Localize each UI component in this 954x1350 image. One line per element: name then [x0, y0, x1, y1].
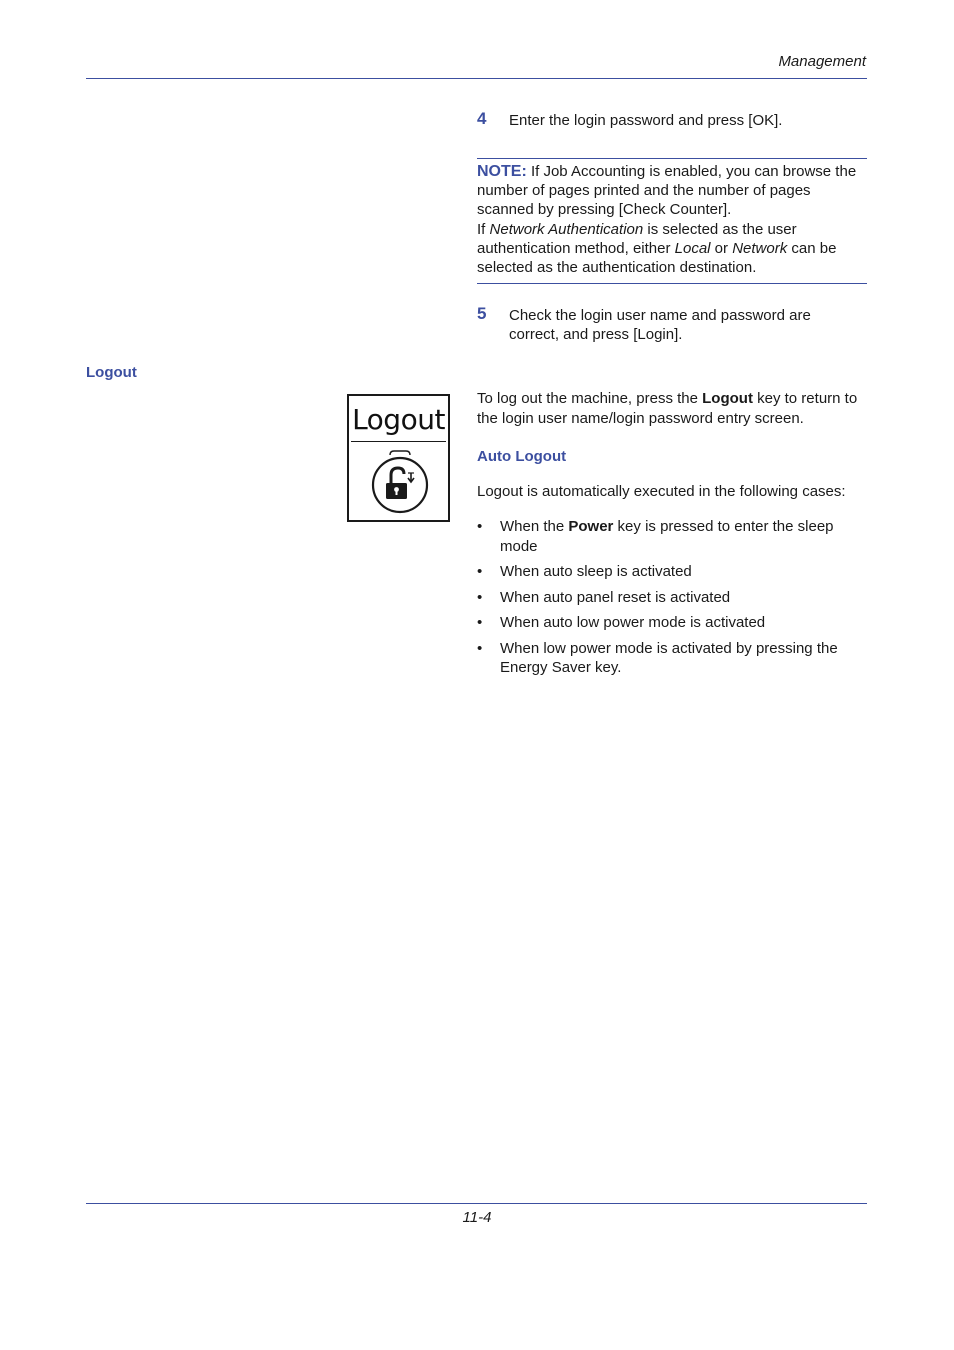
step-text: Check the login user name and password are correct, and press [Login]. [509, 307, 811, 343]
list-item-text: When the [500, 518, 569, 535]
bullet-marker: • [477, 588, 483, 606]
logout-key-name: Logout [702, 390, 753, 407]
list-item-text: When auto low power mode is activated [500, 614, 766, 631]
bullet-marker: • [477, 614, 483, 631]
bullet-marker: • [477, 518, 483, 535]
logout-heading: Logout [86, 364, 137, 381]
note-label: NOTE: [477, 163, 527, 180]
list-item [477, 517, 869, 556]
logout-intro-prefix: To log out the machine, press the [477, 390, 703, 407]
list-item-text: key is pressed to enter the sleep mode [500, 518, 834, 555]
list-item-text: When auto panel reset is activated [500, 588, 731, 606]
list-item [477, 639, 869, 678]
key-label-area [351, 399, 446, 442]
logout-intro-suffix: key to return to the login user name/login password entry screen. [477, 390, 858, 427]
note-line2-prefix: If [477, 220, 490, 238]
list-item [477, 588, 869, 608]
note-box [477, 158, 867, 284]
note-line2-mid1: is selected as the user authentication method, either [477, 220, 797, 257]
note-line1: If Job Accounting is enabled, you can browse the number of pages printed and the number of pages scanned by pressing [Check Counter]. [477, 163, 857, 219]
bullet-marker: • [477, 639, 483, 657]
note-italic-network: Network [732, 239, 788, 257]
step-number: 5 [477, 304, 487, 323]
header-section-title: Management [778, 53, 866, 70]
note-line2-suffix: can be selected as the authentication destination. [477, 239, 837, 277]
header-rule [86, 78, 867, 79]
list-item-text: When auto sleep is activated [500, 563, 692, 580]
step-text: Enter the login password and press [OK]. [509, 112, 783, 129]
list-item-bold: Power [568, 518, 614, 535]
note-italic-local: Local [674, 239, 711, 257]
list-item-text: When low power mode is activated by pressing the Energy Saver key. [500, 639, 838, 676]
auto-logout-heading: Auto Logout [477, 448, 567, 465]
list-item [477, 562, 869, 582]
logout-intro [477, 389, 869, 428]
step-number: 4 [477, 109, 487, 128]
note-line2-mid2: or [710, 239, 733, 257]
auto-logout-intro: Logout is automatically executed in the following cases: [477, 483, 846, 500]
note-italic-network-authentication: Network Authentication [489, 220, 644, 238]
key-label: Logout [352, 403, 445, 436]
page-number: 11-4 [462, 1209, 492, 1226]
note-text [477, 162, 867, 277]
lock-icon [369, 448, 431, 514]
auto-logout-cases-list [477, 517, 869, 684]
bullet-marker: • [477, 563, 483, 580]
list-item [477, 613, 869, 633]
logout-key-illustration [347, 394, 450, 522]
footer-rule [86, 1203, 867, 1204]
